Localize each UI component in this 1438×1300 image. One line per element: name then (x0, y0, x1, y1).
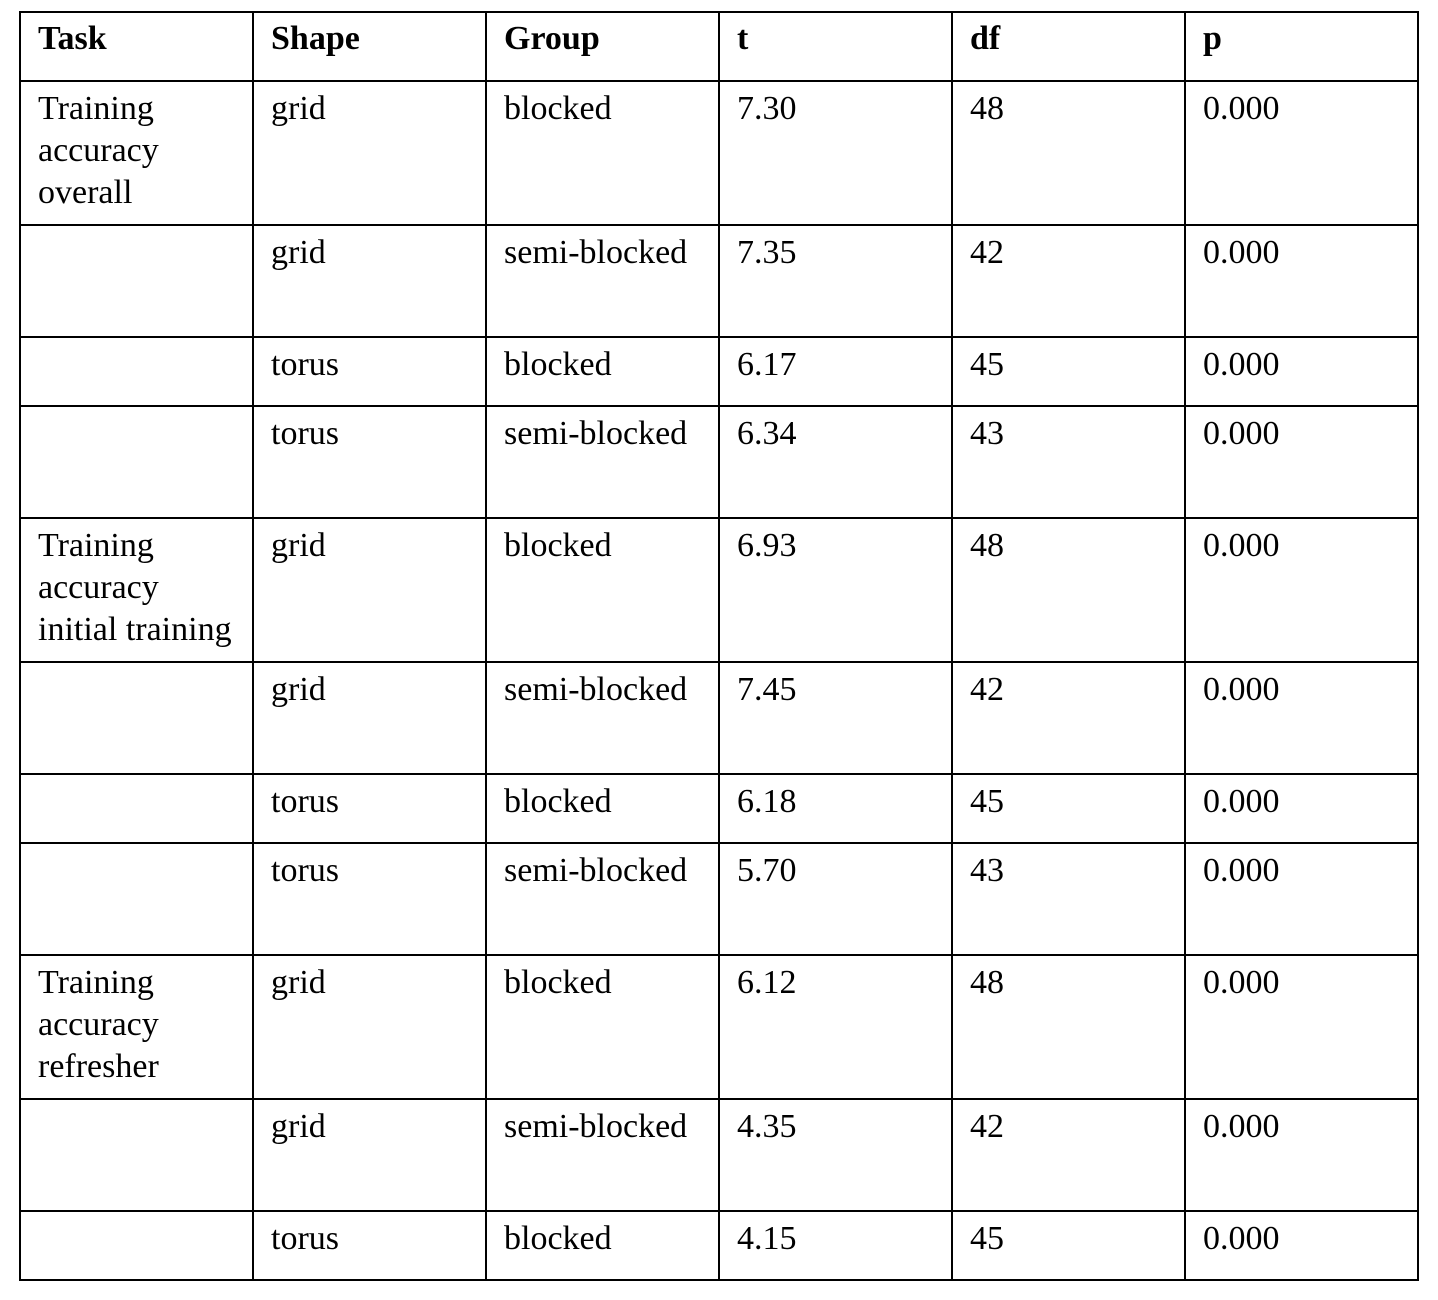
p-cell: 0.000 (1185, 337, 1418, 406)
t-cell: 6.12 (719, 955, 952, 1099)
t-cell: 7.45 (719, 662, 952, 774)
shape-cell: grid (253, 225, 486, 337)
task-cell (20, 774, 253, 843)
task-cell (20, 1211, 253, 1280)
shape-cell: torus (253, 843, 486, 955)
p-cell: 0.000 (1185, 1099, 1418, 1211)
table-row (20, 1211, 1418, 1280)
group-cell: blocked (486, 518, 719, 662)
table-row (20, 662, 1418, 774)
shape-cell: grid (253, 955, 486, 1099)
statistics-table (19, 11, 1419, 1281)
p-cell: 0.000 (1185, 406, 1418, 518)
task-cell (20, 1099, 253, 1211)
header-row (20, 12, 1418, 81)
p-cell: 0.000 (1185, 955, 1418, 1099)
header-group: Group (486, 12, 719, 81)
t-cell: 7.35 (719, 225, 952, 337)
table-row (20, 337, 1418, 406)
task-cell (20, 225, 253, 337)
df-cell: 48 (952, 81, 1185, 225)
group-cell: semi-blocked (486, 225, 719, 337)
df-cell: 42 (952, 1099, 1185, 1211)
group-cell: blocked (486, 955, 719, 1099)
task-cell (20, 337, 253, 406)
df-cell: 42 (952, 662, 1185, 774)
task-cell (20, 406, 253, 518)
df-cell: 48 (952, 955, 1185, 1099)
table-row (20, 406, 1418, 518)
header-t: t (719, 12, 952, 81)
table-row (20, 1099, 1418, 1211)
table-row (20, 843, 1418, 955)
group-cell: semi-blocked (486, 843, 719, 955)
group-cell: blocked (486, 81, 719, 225)
t-cell: 6.18 (719, 774, 952, 843)
t-cell: 6.34 (719, 406, 952, 518)
p-cell: 0.000 (1185, 518, 1418, 662)
task-cell: Training accuracy refresher (20, 955, 253, 1099)
df-cell: 43 (952, 843, 1185, 955)
shape-cell: torus (253, 1211, 486, 1280)
p-cell: 0.000 (1185, 81, 1418, 225)
shape-cell: grid (253, 1099, 486, 1211)
shape-cell: grid (253, 518, 486, 662)
p-cell: 0.000 (1185, 843, 1418, 955)
header-shape: Shape (253, 12, 486, 81)
df-cell: 45 (952, 1211, 1185, 1280)
task-cell: Training accuracy overall (20, 81, 253, 225)
df-cell: 43 (952, 406, 1185, 518)
df-cell: 48 (952, 518, 1185, 662)
group-cell: blocked (486, 774, 719, 843)
t-cell: 6.93 (719, 518, 952, 662)
table-row (20, 955, 1418, 1099)
t-cell: 4.35 (719, 1099, 952, 1211)
task-cell: Training accuracy initial training (20, 518, 253, 662)
shape-cell: grid (253, 662, 486, 774)
t-cell: 7.30 (719, 81, 952, 225)
table-row (20, 774, 1418, 843)
task-cell (20, 843, 253, 955)
group-cell: semi-blocked (486, 662, 719, 774)
table-row (20, 225, 1418, 337)
header-task: Task (20, 12, 253, 81)
group-cell: blocked (486, 337, 719, 406)
group-cell: blocked (486, 1211, 719, 1280)
group-cell: semi-blocked (486, 406, 719, 518)
table-row (20, 81, 1418, 225)
p-cell: 0.000 (1185, 662, 1418, 774)
shape-cell: torus (253, 406, 486, 518)
p-cell: 0.000 (1185, 1211, 1418, 1280)
task-cell (20, 662, 253, 774)
shape-cell: grid (253, 81, 486, 225)
df-cell: 42 (952, 225, 1185, 337)
t-cell: 5.70 (719, 843, 952, 955)
p-cell: 0.000 (1185, 774, 1418, 843)
df-cell: 45 (952, 774, 1185, 843)
t-cell: 4.15 (719, 1211, 952, 1280)
shape-cell: torus (253, 337, 486, 406)
p-cell: 0.000 (1185, 225, 1418, 337)
df-cell: 45 (952, 337, 1185, 406)
group-cell: semi-blocked (486, 1099, 719, 1211)
header-df: df (952, 12, 1185, 81)
t-cell: 6.17 (719, 337, 952, 406)
header-p: p (1185, 12, 1418, 81)
shape-cell: torus (253, 774, 486, 843)
table-row (20, 518, 1418, 662)
